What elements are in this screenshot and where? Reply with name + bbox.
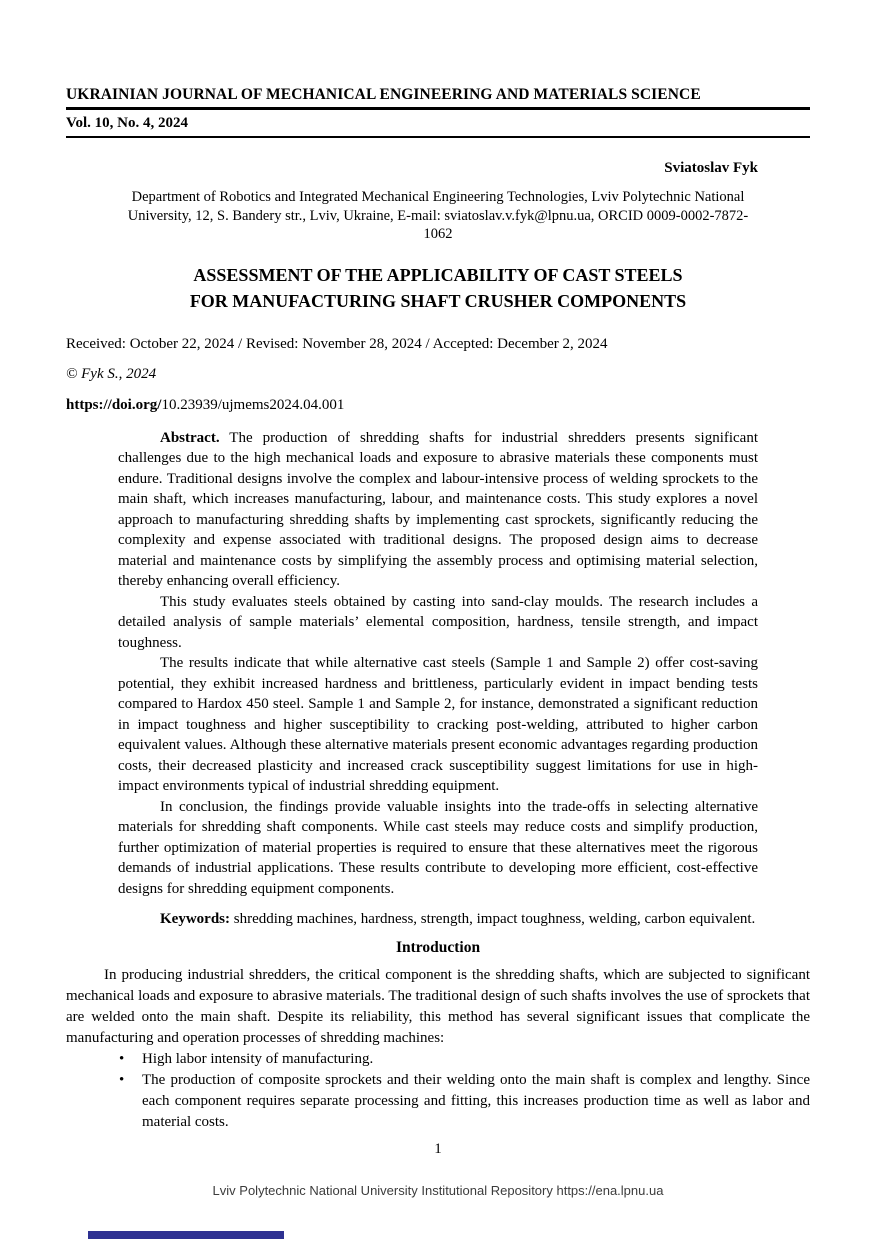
- abstract-section: [118, 428, 758, 930]
- paper-title-line2: FOR MANUFACTURING SHAFT CRUSHER COMPONENTS: [189, 290, 687, 311]
- footer-bar: [88, 1231, 284, 1239]
- intro-paragraph: In producing industrial shredders, the critical component is the shredding shafts, which are subjected to significant mechanical loads and exposure to abrasive materials. The traditional design of such shafts involves the use of sprockets that are welded onto the main shaft. Despite its reliability, this method has several significant issues that complicate the manufacturing and operation processes of shredding machines:: [66, 966, 810, 1046]
- header-rule-thin: [66, 136, 810, 138]
- abstract-text-1: The production of shredding shafts for industrial shredders presents significant challenges due to the high mechanical loads and exposure to abrasive materials these components must endure. Traditional designs involve the complex and labour-intensive process of welding sprockets to the main shaft, which increases manufacturing, labour, and maintenance costs. This study explores a novel approach to manufacturing shredding shafts by implementing cast sprockets, significantly reducing the complexity and expense associated with traditional designs. The proposed design aims to decrease material and maintenance costs by simplifying the assembly process and optimising material selection, thereby enhancing overall efficiency.: [118, 429, 759, 589]
- journal-issue: Vol. 10, No. 4, 2024: [66, 115, 188, 131]
- dates-line: Received: October 22, 2024 / Revised: November 28, 2024 / Accepted: December 2, 2024: [66, 335, 608, 352]
- bullet-item-1: • High labor intensity of manufacturing.: [142, 1049, 810, 1070]
- paper-title: [66, 262, 810, 314]
- section-heading-introduction: Introduction: [395, 938, 481, 956]
- doi-prefix: https://doi.org/: [66, 396, 162, 413]
- paper-title-line1: ASSESSMENT OF THE APPLICABILITY OF CAST STEELS: [193, 264, 683, 285]
- keywords-label: Keywords:: [160, 911, 230, 927]
- author-name: Sviatoslav Fyk: [664, 160, 758, 176]
- header-rule-thick: [66, 107, 810, 110]
- author-affiliation: Department of Robotics and Integrated Mechanical Engineering Technologies, Lviv Polytechnic National University, 12, S. Bandery str., Lviv, Ukraine, E-mail: sviatoslav.v.fyk@lpnu.ua, ORCID 0009-0002-7872-1062: [127, 189, 749, 242]
- repository-footer: Lviv Polytechnic National University Institutional Repository https://ena.lpnu.ua: [212, 1183, 664, 1198]
- abstract-paragraph-4: In conclusion, the findings provide valuable insights into the trade-offs in selecting alternative materials for shredding shaft components. While cast steels may reduce costs and simplify production, further optimization of material properties is required to ensure that these alternatives meet the rigorous demands of industrial applications. These results contribute to developing more efficient, cost-effective designs for shredding equipment components.: [118, 798, 758, 897]
- keywords-paragraph: [118, 909, 758, 930]
- abstract-paragraph-1: [118, 428, 758, 592]
- abstract-paragraph-3: The results indicate that while alternative cast steels (Sample 1 and Sample 2) offer cost-saving potential, they exhibit increased hardness and brittleness, particularly evident in impact bending tests compared to Hardox 450 steel. Sample 1 and Sample 2, for instance, demonstrated a significant reduction in impact toughness and higher susceptibility to cracking post-welding, attributed to higher carbon equivalent values. Although these alternative materials present economic advantages regarding production costs, their decreased plasticity and increased crack susceptibility suggest limitations for use in high-impact environments typical of industrial shredding equipment.: [118, 655, 758, 794]
- keywords-text: shredding machines, hardness, strength, impact toughness, welding, carbon equivalent.: [233, 911, 756, 927]
- abstract-label: Abstract.: [160, 429, 220, 446]
- journal-name: UKRAINIAN JOURNAL OF MECHANICAL ENGINEERING AND MATERIALS SCIENCE: [66, 86, 701, 103]
- page-content: [66, 0, 810, 1133]
- copyright-line: © Fyk S., 2024: [66, 365, 157, 382]
- page-number: 1: [434, 1141, 442, 1157]
- bullet-list: [66, 1049, 810, 1133]
- abstract-paragraph-2: This study evaluates steels obtained by casting into sand-clay moulds. The research includes a detailed analysis of sample materials’ elemental composition, hardness, tensile strength, and impact toughness.: [118, 593, 758, 651]
- doi-suffix: 10.23939/ujmems2024.04.001: [161, 396, 345, 413]
- doi-line: [66, 397, 810, 414]
- bullet-item-2: • The production of composite sprockets and their welding onto the main shaft is complex and lengthy. Since each component requires separate processing and fitting, this increases production time as well as labor and material costs.: [142, 1070, 810, 1133]
